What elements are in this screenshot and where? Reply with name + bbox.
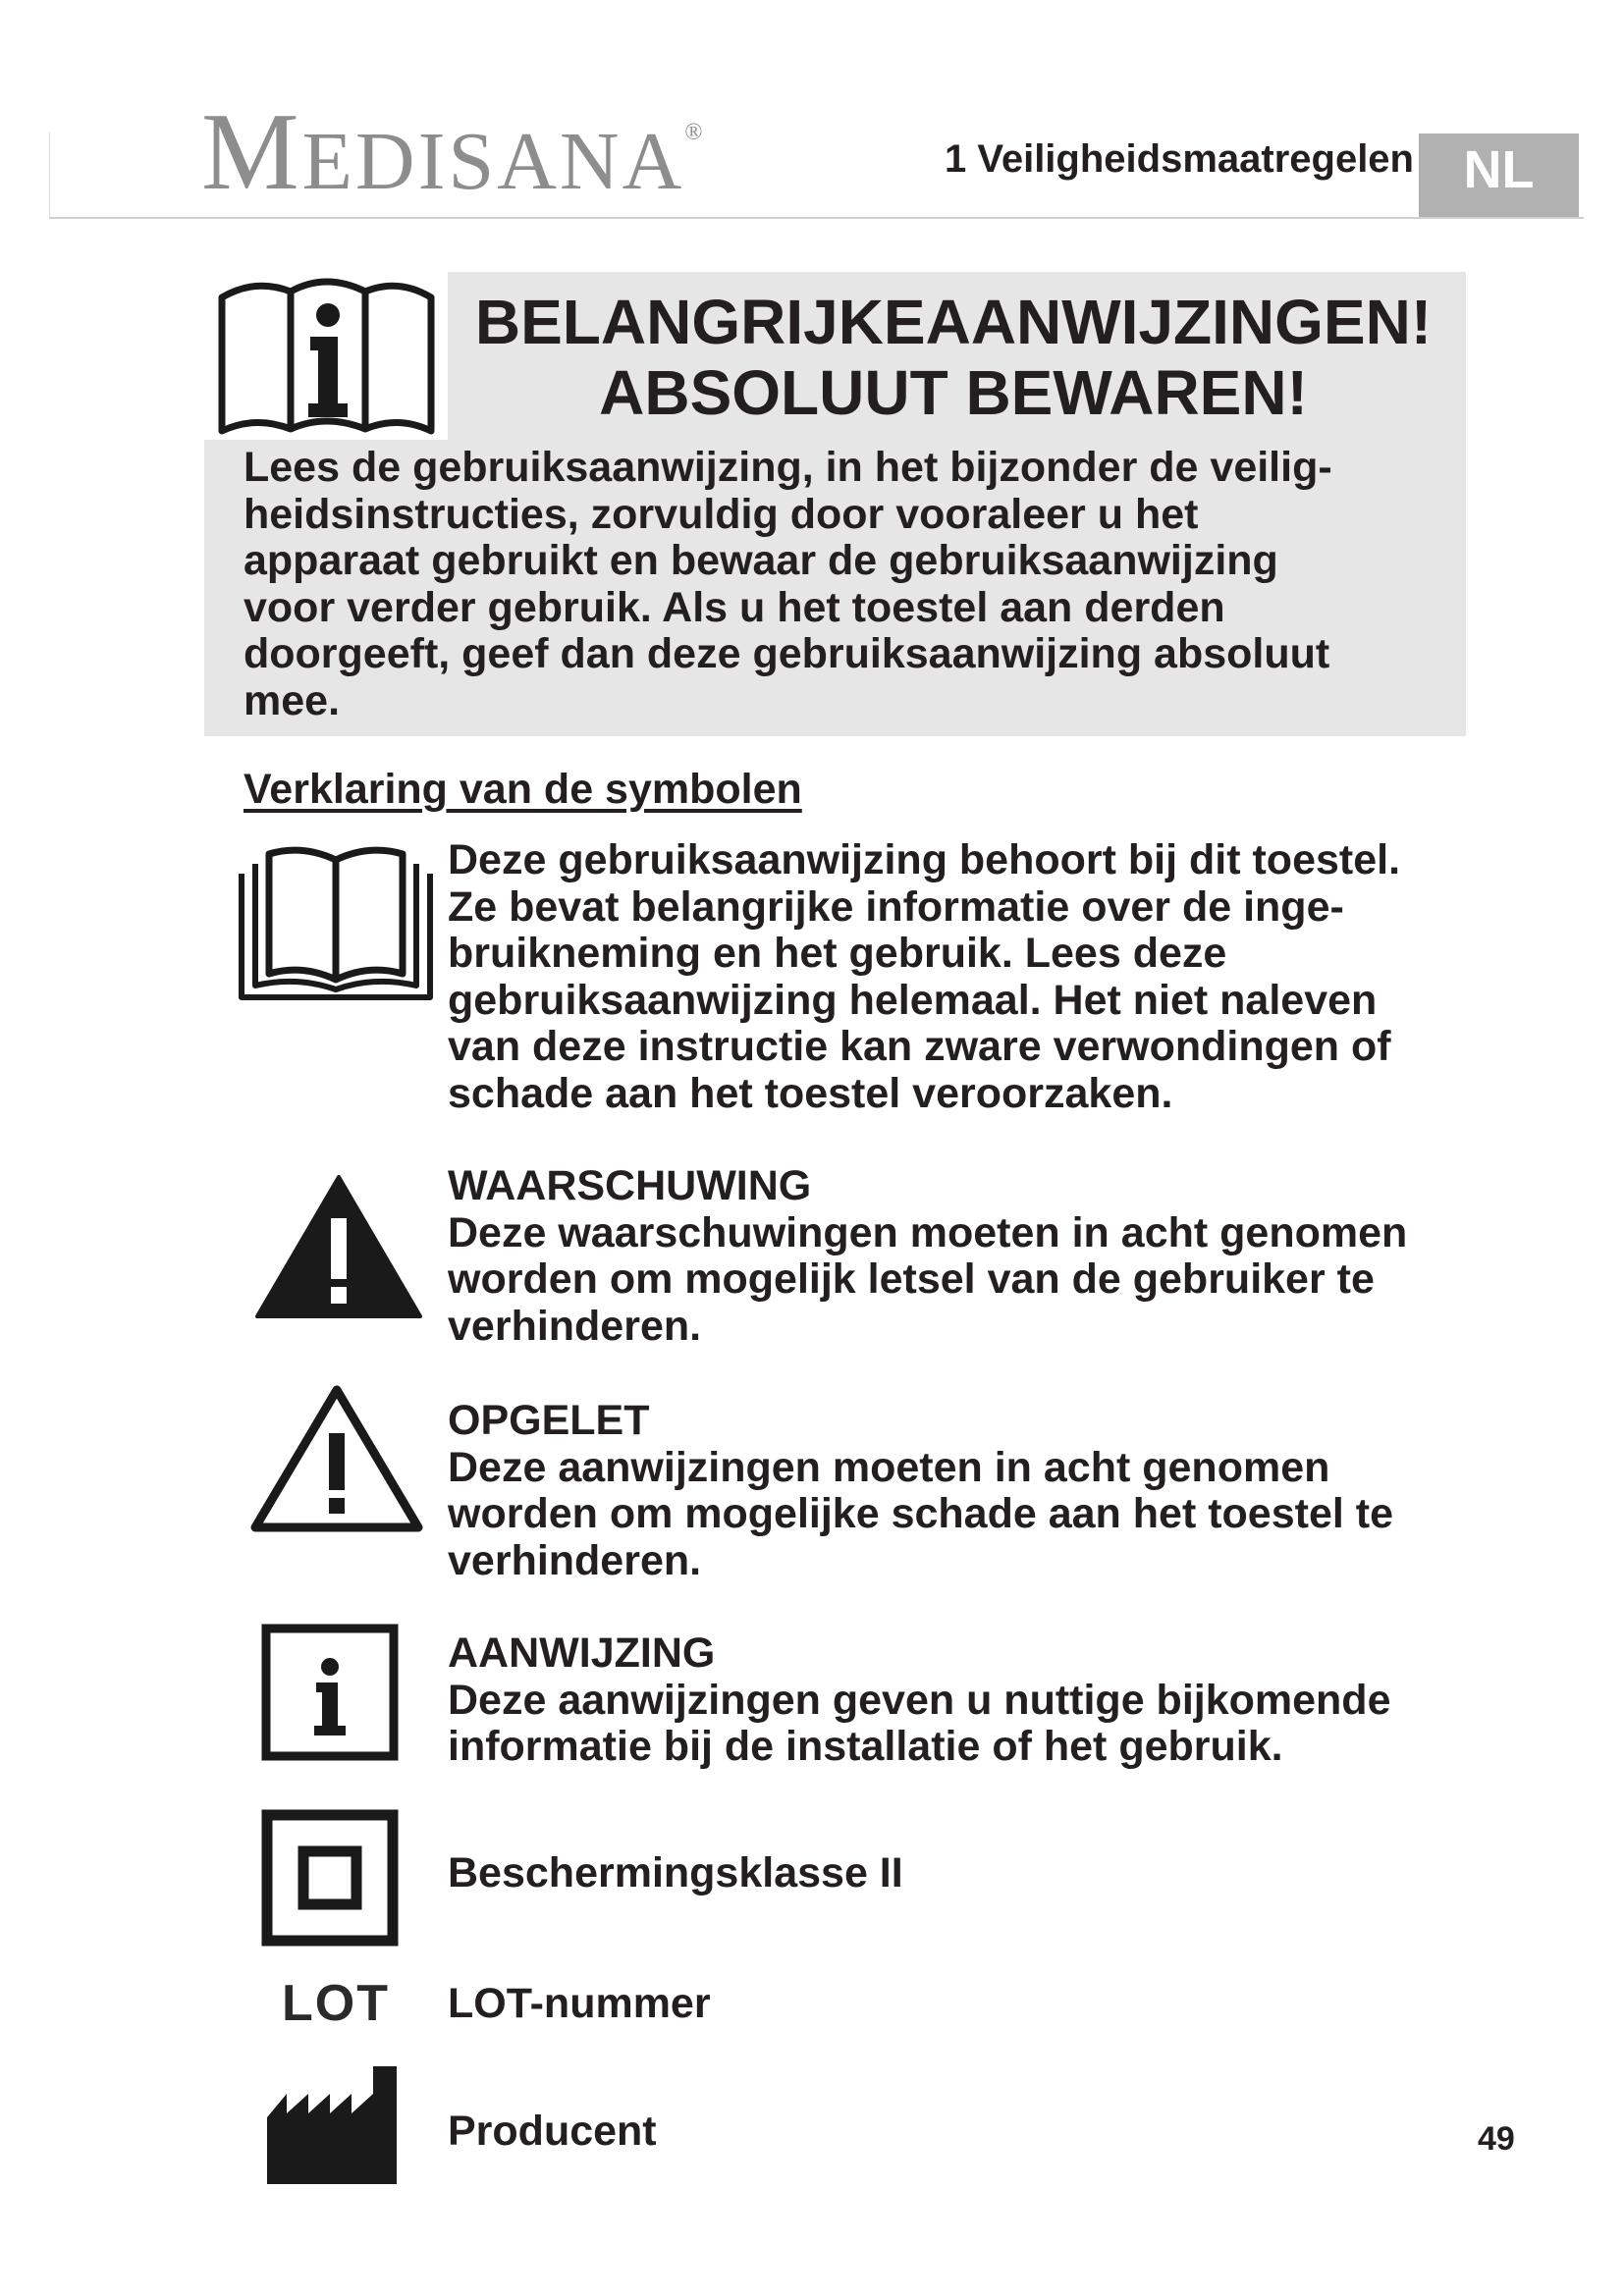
- caution-line: verhinderen.: [448, 1536, 702, 1584]
- warning-title: WAARSCHUWING: [448, 1162, 812, 1209]
- manual-line: gebruiksaanwijzing helemaal. Het niet naleven: [448, 976, 1378, 1024]
- lot-text: [448, 1981, 1489, 2028]
- warning-symbol-text: [448, 1163, 1489, 1350]
- warning-filled-triangle-icon: [253, 1173, 424, 1320]
- manual-line: van deze instructie kan zware verwondingen of: [448, 1023, 1391, 1070]
- notice-line: apparaat gebruikt en bewaar de gebruiksaanwijzing: [244, 537, 1278, 584]
- protection-class-text: [448, 1850, 1489, 1897]
- notice-line: Lees de gebruiksaanwijzing, in het bijzonder de veilig-: [244, 444, 1332, 491]
- protection-class-label: Beschermingsklasse II: [448, 1849, 903, 1896]
- manual-line: bruikneming en het gebruik. Lees deze: [448, 930, 1227, 977]
- warning-line: worden om mogelijk letsel van de gebruiker te: [448, 1255, 1375, 1303]
- caution-line: worden om mogelijke schade aan het toestel te: [448, 1490, 1393, 1537]
- notice-line: voor verder gebruik. Als u het toestel aan derden: [244, 583, 1225, 631]
- manual-line: schade aan het toestel veroorzaken.: [448, 1069, 1173, 1117]
- caution-outline-triangle-icon: [249, 1382, 424, 1533]
- note-line: Deze aanwijzingen geven u nuttige bijkomende: [448, 1676, 1391, 1724]
- manual-line: Deze gebruiksaanwijzing behoort bij dit toestel.: [448, 836, 1401, 883]
- notice-text: [244, 445, 1456, 724]
- language-tab: NL: [1419, 133, 1579, 218]
- warning-line: verhinderen.: [448, 1302, 702, 1350]
- warning-line: Deze waarschuwingen moeten in acht genomen: [448, 1208, 1408, 1256]
- brand-mark: ®: [684, 120, 703, 145]
- manual-line: Ze bevat belangrijke informatie over de inge-: [448, 882, 1344, 931]
- double-square-icon: [261, 1809, 399, 1947]
- manual-info-icon: [216, 270, 437, 437]
- notice-heading-line2: ABSOLUUT BEWAREN!: [599, 357, 1308, 428]
- notice-line: heidsinstructies, zorvuldig door vooraleer u het: [244, 490, 1199, 538]
- lot-label: LOT-nummer: [448, 1980, 711, 2027]
- note-symbol-text: [448, 1630, 1489, 1771]
- lot-icon: LOT: [282, 1975, 390, 2032]
- caution-title: OPGELET: [448, 1397, 650, 1444]
- note-line: informatie bij de installatie of het gebruik.: [448, 1723, 1283, 1770]
- section-title: 1 Veiligheidsmaatregelen: [945, 137, 1414, 181]
- symbols-heading: Verklaring van de symbolen: [244, 766, 802, 813]
- factory-icon: [265, 2064, 399, 2186]
- header-left-rule: [49, 133, 50, 217]
- open-book-icon: [238, 842, 434, 1001]
- notice-heading: [448, 287, 1459, 428]
- brand-logo: MEDISANA®: [201, 91, 703, 213]
- note-title: AANWIJZING: [448, 1629, 716, 1677]
- manufacturer-label: Producent: [448, 2108, 657, 2155]
- caution-line: Deze aanwijzingen moeten in acht genomen: [448, 1443, 1330, 1491]
- notice-line: doorgeeft, geef dan deze gebruiksaanwijzing absoluut: [244, 630, 1330, 677]
- info-box-icon: [261, 1624, 399, 1761]
- caution-symbol-text: [448, 1398, 1489, 1584]
- notice-line: mee.: [244, 676, 341, 724]
- notice-heading-line1: BELANGRIJKEAANWIJZINGEN!: [474, 287, 1433, 357]
- manufacturer-text: [448, 2109, 1489, 2156]
- manual-symbol-text: [448, 837, 1489, 1117]
- header-rule: [49, 217, 1584, 219]
- page-number: 49: [1478, 2120, 1515, 2158]
